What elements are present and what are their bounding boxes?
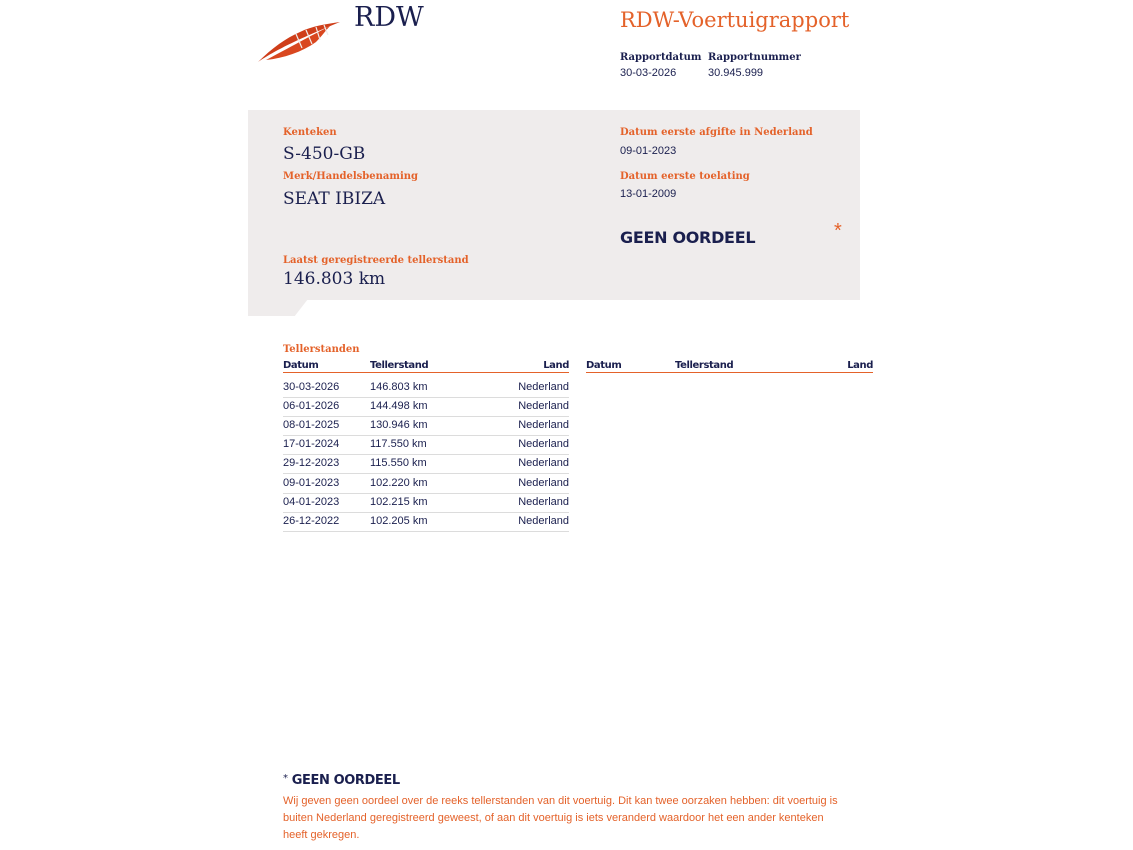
row-datum: 04-01-2023 <box>283 496 340 508</box>
footnote-asterisk: * <box>283 773 288 784</box>
footnote-title <box>283 773 400 788</box>
row-datum: 08-01-2025 <box>283 419 340 431</box>
table-row <box>283 454 569 474</box>
verdict-asterisk: * <box>834 220 842 242</box>
col-tellerstand-header: Tellerstand <box>370 360 429 371</box>
row-land: Nederland <box>518 457 569 469</box>
row-land: Nederland <box>518 381 569 393</box>
rapportdatum-value: 30-03-2026 <box>620 67 677 79</box>
col-datum-header: Datum <box>283 360 319 371</box>
table-row <box>283 474 569 494</box>
row-land: Nederland <box>518 477 569 489</box>
verdict-text: GEEN OORDEEL <box>620 228 756 247</box>
row-land: Nederland <box>518 438 569 450</box>
row-datum: 30-03-2026 <box>283 381 340 393</box>
afgifte-label: Datum eerste afgifte in Nederland <box>620 127 813 138</box>
col-datum-header-right: Datum <box>586 360 622 371</box>
row-datum: 17-01-2024 <box>283 438 340 450</box>
row-land: Nederland <box>518 515 569 527</box>
afgifte-value: 09-01-2023 <box>620 145 677 157</box>
toelating-label: Datum eerste toelating <box>620 171 750 182</box>
kenteken-label: Kenteken <box>283 127 337 138</box>
merk-value: SEAT IBIZA <box>283 189 386 209</box>
table-header-divider-right <box>586 372 873 373</box>
panel-tab <box>248 299 308 316</box>
row-tellerstand: 146.803 km <box>370 381 428 393</box>
table-row <box>283 416 569 436</box>
table-row <box>283 512 569 532</box>
row-tellerstand: 102.205 km <box>370 515 428 527</box>
tellerstand-value: 146.803 km <box>283 269 386 289</box>
table-row <box>283 435 569 455</box>
row-datum: 26-12-2022 <box>283 515 340 527</box>
footnote-title-text: GEEN OORDEEL <box>291 773 400 788</box>
footnote-text: Wij geven geen oordeel over de reeks tellerstanden van dit voertuig. Dit kan twee oorzaken hebben: dit voertuig is buiten Nederland geregistreerd geweest, of aan dit voertuig is iets veranderd waardoor het een ander kenteken heeft gekregen. <box>283 795 838 841</box>
kenteken-value: S-450-GB <box>283 144 366 164</box>
table-row <box>283 493 569 513</box>
toelating-value: 13-01-2009 <box>620 188 677 200</box>
rapportdatum-label: Rapportdatum <box>620 52 702 63</box>
row-tellerstand: 102.215 km <box>370 496 428 508</box>
row-land: Nederland <box>518 496 569 508</box>
tellerstand-label: Laatst geregistreerde tellerstand <box>283 255 469 266</box>
col-tellerstand-header-right: Tellerstand <box>675 360 734 371</box>
merk-label: Merk/Handelsbenaming <box>283 171 419 182</box>
row-tellerstand: 144.498 km <box>370 400 428 412</box>
row-datum: 29-12-2023 <box>283 457 340 469</box>
rapportnummer-label: Rapportnummer <box>708 52 801 63</box>
table-row <box>283 397 569 417</box>
row-datum: 09-01-2023 <box>283 477 340 489</box>
rdw-logo-icon <box>256 18 342 64</box>
row-tellerstand: 117.550 km <box>370 438 427 450</box>
col-land-header: Land <box>543 360 569 371</box>
row-datum: 06-01-2026 <box>283 400 340 412</box>
row-tellerstand: 130.946 km <box>370 419 428 431</box>
row-tellerstand: 102.220 km <box>370 477 428 489</box>
logo-text: RDW <box>354 2 424 33</box>
row-land: Nederland <box>518 400 569 412</box>
col-land-header-right: Land <box>847 360 873 371</box>
rapportnummer-value: 30.945.999 <box>708 67 764 79</box>
table-row <box>283 378 569 398</box>
row-tellerstand: 115.550 km <box>370 457 427 469</box>
table-header-divider <box>283 372 569 373</box>
tellerstanden-title: Tellerstanden <box>283 344 360 355</box>
row-land: Nederland <box>518 419 569 431</box>
report-title: RDW-Voertuigrapport <box>620 8 850 32</box>
